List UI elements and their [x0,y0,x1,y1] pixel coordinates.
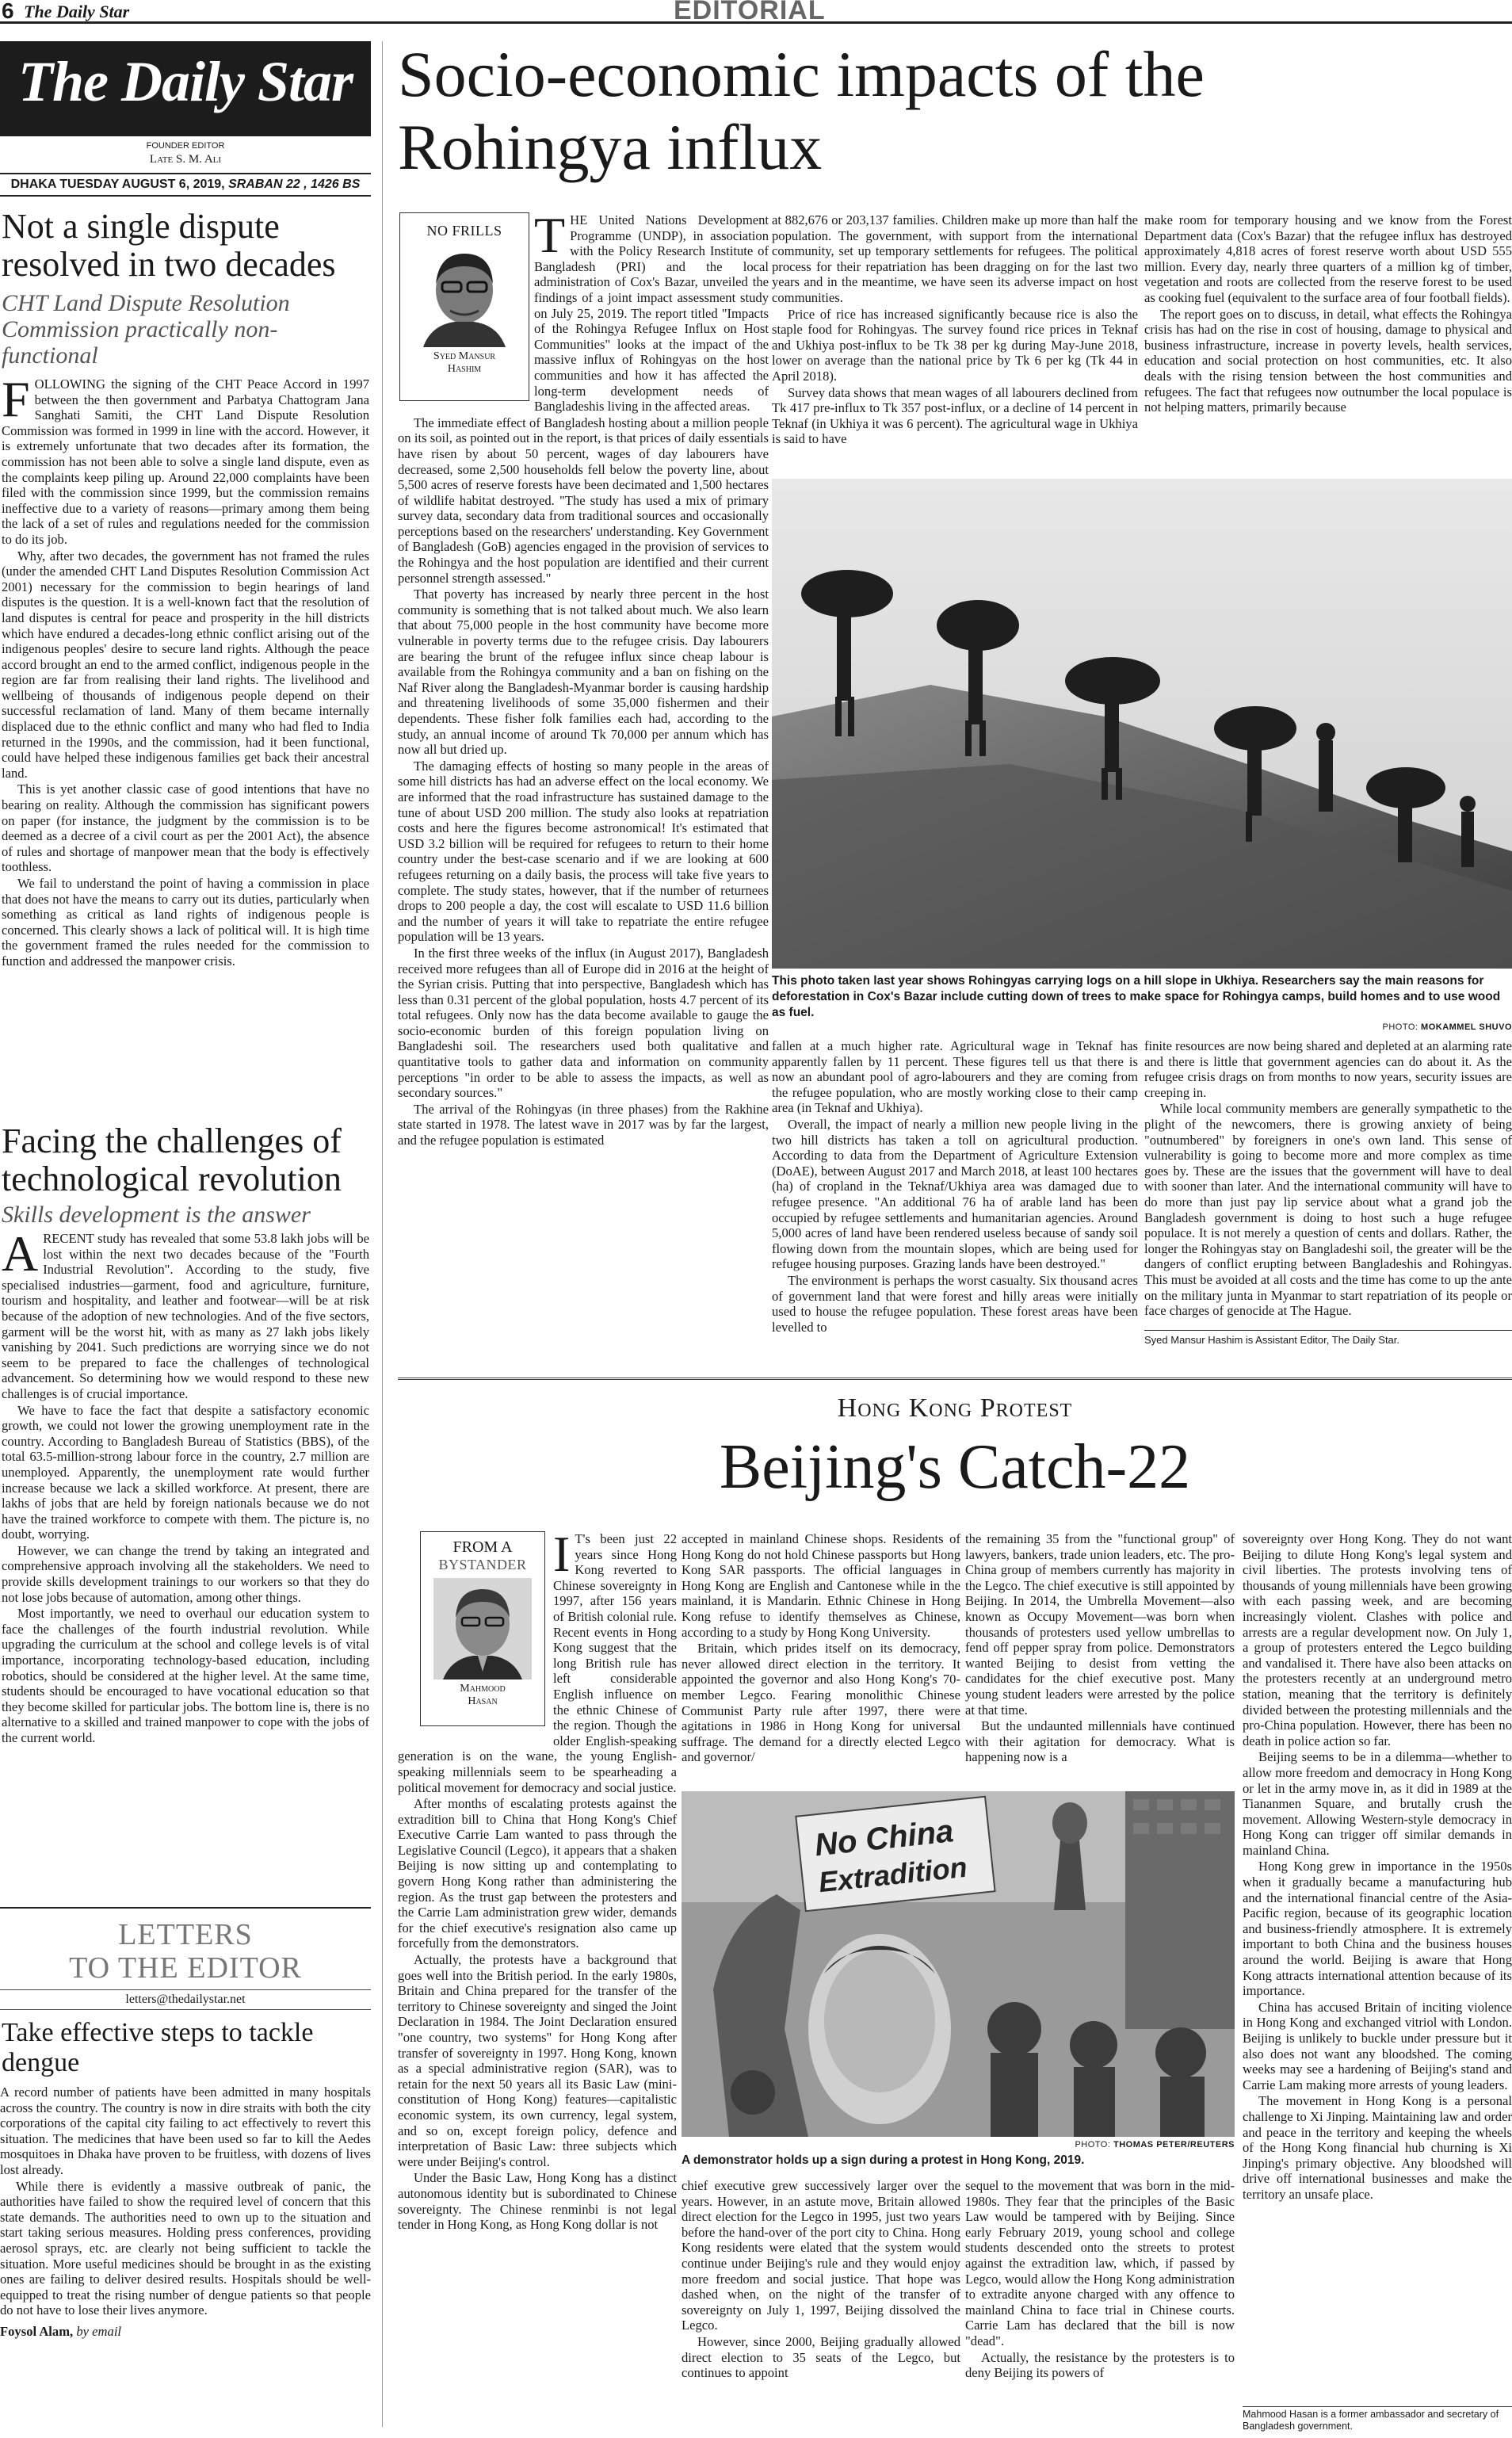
article-2-paragraph: Britain, which prides itself on its democracy, never allowed direct election in the territory. It appointed the governor and also Hong Kong's 70-member Legco. Fearing monolithic Chinese Communist Party rule after 1997, there were agitations in 1986 in Hong Kong for universal suffrage. The demand for a directly elected Legco and governor/ [682,1641,960,1765]
article-2-paragraph: Actually, the resistance by the protesters is to deny Beijing its powers of [965,2349,1235,2381]
editorial-1-dropcap: F [2,371,30,427]
article-2-col-2 [682,1531,960,1766]
letter-signature-via: by email [76,2323,122,2339]
editorial-2-title: Facing the challenges of technological revolution [2,1122,342,1198]
article-2-paragraph: T's been just 22 years since Hong Kong reverted to Chinese sovereignty in 1997, after 156 years of British colonial rule. Recent events in Hong Kong suggest that the long British rule has left considerable English influence on the ethnic Chinese of the region. Though the older English-speaking generation is on the wane, the young English-speaking millennials seem to be spearheading a political movement for democracy and social justice. [398,1531,677,1795]
article-2-paragraph: After months of escalating protests against the extradition bill to China that Hong Kong's Chief Executive Carrie Lam wanted to pass through the Legislative Council (Legco), it appears that a shaken Beijing is now sitting up and contemplating to govern Hong Kong rather than administering the region. As the trust gap between the protesters and the Carrie Lam administration grew wider, demands for the chief executive's resignation also came up forcefully from the demonstrators. [398,1796,677,1951]
editorial-2-paragraph: We have to face the fact that despite a satisfactory economic growth, we could not lower the growing unemployment rate in the country. According to Bangladesh Bureau of Statistics (BBS), of the total 63.5-million-strong labour force in the country, 2.7 million are unemployed. Apparently, the unemployment rate would further increase because we lack a skilled workforce. At present, there are lakhs of jobs that are held by foreign nationals because we do not have the trained workforce to compete with them. The picture is, no doubt, worrying. [2,1402,369,1542]
letter-paragraph: A record number of patients have been admitted in many hospitals across the country. The country is now in dire straits with both the city corporations of the capital city failing to act effectively to revert this situation. The medicines that have been used so far to kill the Aedes mosquitoes in Dhaka have proven to be fruitless, with dozens of lives lost already. [0,2085,371,2177]
article-2-paragraph: sovereignty over Hong Kong. They do not want Beijing to dilute Hong Kong's legal system and civil liberties. The protests involving tens of thousands of young millennials have been growing with each passing week, and are becoming increasingly violent. Clashes with police and arrests are a regular development now. On July 1, a group of protesters entered the Legco building and vandalised it. There have also been attacks on the protesters recently at an underground metro station, meaning that the territory is definitely divided between the protesting millennials and the pro-China population. However, there has been no death in police action so far. [1243,1531,1512,1748]
author-box-spacer [398,212,534,411]
article-2-paragraph: Beijing seems to be in a dilemma—whether to allow more freedom and democracy in Hong Kong or let in the army move in, as it did in 1989 at the Tiananmen Square, and brutally crush the movement. Allowing Western-style democracy in Hong Kong can trigger off similar demands in mainland China. [1243,1749,1512,1858]
editorial-2-paragraph: RECENT study has revealed that some 53.8 lakh jobs will be lost within the next two decades because of the "Fourth Industrial Revolution". According to the study, five specialised industries—garment, food and agriculture, furniture, tourism and hospitality, and leather and footwear—will be at risk because of the adoption of new technologies. And of the five sectors, garment will be the worst hit, with as many as 27 lakh jobs likely vanishing by 2041. Such predictions are worrying since we do not seem to be prepared to face the challenges of technological advancement. So determining how we would respond to these new challenges is of crucial importance. [2,1231,369,1401]
article-2-paragraph: The movement in Hong Kong is a personal challenge to Xi Jinping. Maintaining law and order and peace in the territory and keeping the wheels of the Hong Kong financial hub churning is Xi Jinping's primary objective. Any bloodshed will drive off international businesses and make the territory an unsafe place. [1243,2093,1512,2202]
column-divider [382,41,383,2427]
editorial-1-body [2,371,369,969]
article-1-paragraph: make room for temporary housing and we know from the Forest Department data (Cox's Bazar) that the refugee influx has destroyed approximately 4,818 acres of forest reserve worth about USD 555 million. Every day, nearly three quarters of a million kg of timber, vegetation and roots are collected from the reserve forest to be used as cooking fuel (equivalent to the surface area of four football fields). [1144,212,1512,305]
page-number: 6 [2,0,14,23]
article-1-col-1 [398,207,769,1149]
article-2-author-name-1: Mahmood [460,1683,506,1695]
article-2-column-label-1: FROM A [452,1538,513,1556]
editorial-1-paragraph: We fail to understand the point of having a commission in place that does not have the means to carry out its duties, particularly when something as critical as land rights of indigenous people is concerned. This clearly shows a lack of political will. It is high time the government framed the rules needed for the commission to function and addressed the manpower crisis. [2,876,369,969]
article-2-paragraph: chief executive grew successively larger over the years. However, in an astute move, Britain allowed direct election for the Legco in 1995, just two years before the hand-over of the port city to China. Hong Kong residents were elated that the system would continue under Beijing's rule and they would enjoy more freedom and social justice. That hope was dashed when, on the night of the transfer of sovereignty on July 1, 1997, Beijing dissolved the Legco. [682,2178,960,2333]
article-2-paragraph: Actually, the protests have a background that goes well into the British period. In the early 1980s, Britain and China prepared for the transfer of the territory to Chinese sovereignty and singed the Joint Declaration in 1984. The Joint Declaration ensured "one country, two systems" for Hong Kong after transfer of sovereignty in 1997. Hong Kong, known as a special administrative region (SAR), was to retain for the next 50 years all its Basic Law (mini-constitution of Hong Kong) features—capitalistic economic system, its own currency, legal system, and so on, except foreign policy, defence and interpretation of Basic Law: three subjects which were under Beijing's control. [398,1952,677,2169]
article-1-paragraph: The immediate effect of Bangladesh hosting about a million people on its soil, as pointed out in the report, is that prices of daily essentials have risen by about 50 percent, wages of day labourers have decreased, some 2,500 households fell below the poverty line, about 5,500 acres of reserve forests have been decimated and 1,500 hectares of wildlife habitat destroyed. "The study has used a mix of primary survey data, secondary data from traditional sources and occasionally perceptions based on the researchers' understanding. Key Government of Bangladesh (GoB) agencies engaged in the provision of services to the Rohingya and the host population are identified and their current personnel strength assessed." [398,415,769,586]
article-1-col-2 [772,212,1138,448]
article-1-author-name-2: Hashim [447,363,482,375]
letter-signature [0,2323,371,2341]
article-1-paragraph: The arrival of the Rohingyas (in three phases) from the Rakhine state started in 1978. The latest wave in 2017 was by far the largest, and the refugee population is estimated [398,1101,769,1148]
article-1-col-2b [772,1038,1138,1336]
article-2-kicker: Hong Kong Protest [837,1393,1073,1423]
founder-label: FOUNDER EDITOR [146,141,225,151]
article-1-paragraph: The damaging effects of hosting so many people in the areas of some hill districts has had an adverse effect on the local economy. We are informed that the road infrastructure has sustained damage to the tune of about USD 200 million. The study also looks at repatriation costs and here the figures become astronomical! It's estimated that USD 3.2 billion will be required for refugees to return to their home country under the best-case scenario and if we are looking at 600 refugees returning on a daily basis, the process will take five years to complete. The study states, however, that if the number of returnees drops to 200 people a day, the cost will escalate to USD 11.6 billion and the number of years it will take to repatriate the entire refugee population will be 13 years. [398,758,769,945]
article-1-author-name-1: Syed Mansur [433,350,496,362]
hong-kong-credit-label: PHOTO: [1075,2140,1111,2149]
article-2-paragraph: Hong Kong grew in importance in the 1950s when it gradually became a manufacturing hub and the international financial centre of the Asia-Pacific region, because of its geographic location and business-friendly atmosphere. It is extremely important to both China and the business houses around the world. Beijing is aware that Hong Kong attracts international attention because of its importance. [1243,1859,1512,1999]
article-2-col-3b [965,2178,1235,2382]
letter-title: Take effective steps to tackle dengue [2,2018,314,2077]
article-2-separator [398,1378,1512,1380]
editorial-1 [2,208,369,970]
editorial-1-title: Not a single dispute resolved in two decades [2,207,336,284]
article-1-column-label: NO FRILLS [426,223,502,239]
article-1-paragraph: Price of rice has increased significantly because rice is also the staple food for Rohingyas. The survey found rice prices in Teknaf and Ukhiya post-influx to be Tk 38 per kg during May-June 2018, lower on average than the national price by Tk 6 per kg (Tk 44 in April 2018). [772,306,1138,384]
article-1-paragraph: Survey data shows that mean wages of all labourers declined from Tk 417 pre-influx to Tk 357 post-influx, or a decline of 14 percent in Teknaf (in Ukhiya it was 6 percent). The agricultural wage in Ukhiya is said to have [772,384,1138,447]
letters-email[interactable]: letters@thedailystar.net [0,1989,371,2010]
article-1-paragraph: In the first three weeks of the influx (in August 2017), Bangladesh received more refugees than all of Europe did in 2016 at the height of the Syrian crisis. Putting that into perspective, Bangladesh which has less than 0.31 percent of the global population, hosts 4.7 percent of its total refugees. Only now has the data become available to gauge the socio-economic burden of this foreign population living on Bangladeshi soil. The researchers used both qualitative and quantitative tools to gather data and information on community perceptions "in order to be able to assess the impacts, as well as secondary sources." [398,945,769,1101]
hong-kong-protest-photo [682,1791,1235,2137]
editorial-2-subtitle: Skills development is the answer [2,1202,311,1228]
article-1-title-line-1: Socio-economic impacts of the [398,38,1205,110]
editorial-1-paragraph: Why, after two decades, the government has not framed the rules (under the amended CHT Land Disputes Resolution Commission Act 2001) necessary for the commission to begin hearings of land disputes is the question. It is a well-known fact that the resolution of land disputes is central for peace and prosperity in the hill districts which have endured a decades-long ethnic conflict arising out of the indigenous peoples' desire to secure land rights. Although the peace accord brought an end to the armed conflict, indigenous people in the region are far from realising their land rights. The livelihood and wellbeing of thousands of indigenous people depend on their successful reclamation of land. Many of them became internally displaced due to the ethnic conflict and many who had fled to India returned in the 1990s, and the commission, had it been functional, could have helped these indigenous families get back their ancestral land. [2,548,369,781]
letters-heading-1: LETTERS [118,1918,253,1951]
article-2-paragraph: accepted in mainland Chinese shops. Residents of Hong Kong do not hold Chinese passports but Hong Kong SAR passports. The official languages in Hong Kong are English and Cantonese while in the mainland, it is Mandarin. Ethnic Chinese in Hong Kong refuse to identify themselves as Chinese, according to a study by Hong Kong University. [682,1531,960,1640]
article-1-paragraph: The environment is perhaps the worst casualty. Six thousand acres of government land that were forest and hilly areas were initially used to house the refugee population. These forest areas have been levelled to [772,1272,1138,1335]
dateline [0,173,371,197]
article-2-col-2b [682,2178,960,2382]
article-1-dropcap: T [534,207,566,263]
hong-kong-photo-credit [682,2140,1235,2149]
article-2-dropcap: I [553,1526,571,1582]
masthead-block [0,41,371,136]
rohingya-credit-name: MOKAMMEL SHUVO [1421,1022,1512,1032]
editorial-2-body [2,1225,369,1746]
letter-paragraph: While there is evidently a massive outbreak of panic, the authorities have failed to show the required level of concern that this state demands. The authorities need to own up to the situation and start taking serious measures. Holding press conferences, providing aerosol sprays, etc. are clearly not being sufficient to tackle the situation. More useful medicines should be brought in as the existing ones are failing to deliver desired results. Hospitals should be well-equipped to treat the rising number of dengue patients so that people do not have to lose their lives anymore. [0,2178,371,2318]
author-box-spacer-2 [398,1531,553,1734]
article-1-col-3 [1144,212,1512,416]
article-2-author-name-2: Hasan [468,1695,498,1707]
dateline-english: DHAKA TUESDAY AUGUST 6, 2019, [10,178,225,191]
article-1-paragraph: While local community members are generally sympathetic to the plight of the newcomers, there is growing anxiety of being "outnumbered" by foreigners in one's own land. This sense of vulnerability is going to become more and more complex as time goes by. These are the issues that the government will have to deal with sooner than later. And the international community will have to do more than just pay lip service about what a grand job the Bangladesh government is doing to host such a huge refugee populace. It is not merely a question of cents and dollars. Rather, the longer the Rohingyas stay on Bangladeshi soil, the greater will be the dangers of conflict erupting between Bangladeshis and Rohingyas. This must be avoided at all costs and the time has come to up the ante on the military junta in Myanmar to start repatriation of its people or face charges of genocide at The Hague. [1144,1101,1512,1319]
editorial-2-dropcap: A [2,1225,39,1282]
article-1-paragraph: at 882,676 or 203,137 families. Children make up more than half the population. The government, with support from the international community, set up temporary settlements for refugees. The political process for their repatriation has been dragging on for the last two years and in the meantime, we have seen its adverse impact on host communities. [772,212,1138,305]
rohingya-photo-caption: This photo taken last year shows Rohingyas carrying logs on a hill slope in Ukhiya. Researchers say the main reasons for deforestation in Cox's Bazar include cutting down of trees to make space for Rohingya camps, build homes and to use wood as fuel. [772,974,1501,1019]
section-label: EDITORIAL [674,0,826,25]
article-1-title-line-2: Rohingya influx [398,111,823,183]
dateline-bangla: SRABAN 22 , 1426 BS [228,178,361,191]
article-1-paragraph: That poverty has increased by nearly three percent in the host community is something that is not talked about much. We also learn that about 75,000 people in the host community have become more vulnerable in poverty terms due to the refugee crisis. Day labourers are bearing the brunt of the refugee influx since cheap labour is available from the Rohingya community and a ban on fishing on the Naf River along the Bangladesh-Myanmar border is causing hardship and threatening livelihoods of some 35,000 fishermen and their dependents. These fisher folk families each had, according to the study, an annual income of around Tk 70,000 per annum which has now all but dried up. [398,587,769,758]
article-2-paragraph: However, since 2000, Beijing gradually allowed direct election to 35 seats of the Legco, but continues to appoint [682,2333,960,2381]
editorial-1-paragraph: This is yet another classic case of good intentions that have no bearing on reality. Although the commission has significant powers on paper (for instance, the judgment by the commission is to be deemed as a decree of a civil court as per the 2001 Act), the absence of rules and shortage of manpower mean that the body is effectively toothless. [2,781,369,875]
hong-kong-photo-caption: A demonstrator holds up a sign during a protest in Hong Kong, 2019. [682,2153,1085,2167]
article-2-title: Beijing's Catch-22 [719,1432,1191,1502]
article-2-paragraph: Under the Basic Law, Hong Kong has a distinct autonomous identity but is subordinated to Chinese sovereignty. The Chinese renminbi is not legal tender in Hong Kong, as Hong Kong dollar is not [398,2170,677,2233]
article-1-paragraph: fallen at a much higher rate. Agricultural wage in Teknaf has apparently fallen by 11 percent. These figures tell us that there is now an abundant pool of agro-labourers and they are coming from the refugee population, who are mostly working close to their camp area (in Teknaf and Ukhiya). [772,1038,1138,1116]
masthead-small: The Daily Star [24,2,130,21]
article-2-paragraph: the remaining 35 from the "functional group" of lawyers, bankers, trade union leaders, etc. The pro-China group of members currently has majority in the Legco. The chief executive is still appointed by Beijing. In 2014, the Umbrella Movement—also known as Occupy Movement—was born when thousands of protesters used yellow umbrellas to fend off pepper spray from police. Demonstrators wanted Beijing to desist from vetting the candidates for the chief executive post. Many young student leaders were arrested by the police at that time. [965,1531,1235,1718]
letters-section [0,1907,371,2341]
article-1-paragraph: The report goes on to discuss, in detail, what effects the Rohingya crisis has had on the rise in cost of housing, damage to physical and business infrastructure, increase in poverty levels, health services, education and social protection on host communities, etc. It also deals with the rising tension between the host communities and refugees. The fact that refugees now outnumber the local populace is not helping matters, primarily because [1144,306,1512,415]
article-2-paragraph: sequel to the movement that was born in the mid-1980s. They fear that the principles of the Basic Law would be tampered with by Beijing. Since early February 2019, young school and college students descended onto the streets to protest against the extradition law, which, if passed by Legco, would allow the Hong Kong administration to extradite anyone charged with any offence to mainland China to face trial in Chinese courts. Carrie Lam has declared that the bill is now "dead". [965,2178,1235,2348]
rohingya-photo [772,479,1512,969]
editorial-1-paragraph: OLLOWING the signing of the CHT Peace Accord in 1997 between the then government and Parbatya Chattogram Jana Sanghati Samiti, the CHT Land Dispute Resolution Commission was formed in 1999 in line with the accord. However, it is extremely unfortunate that two decades after its formation, the commission has not been able to solve a single land dispute, even as the complaints keep piling up. Around 22,000 complaints have been filed with the commission since 1999, but the commission remains ineffective due to a variety of reasons—primary among them being the lack of a set of rules and regulations needed for the commission to do its job. [2,376,369,547]
protest-sign-line-2: Extradition [817,1850,969,1899]
founder-name: Late S. M. Ali [149,153,222,166]
article-1-paragraph: HE United Nations Development Programme (UNDP), in association with the Policy Research Institute of Bangladesh (PRI) and the local administration of Cox's Bazar, unveiled the findings of a joint impact assessment study on July 25, 2019. The report titled "Impacts of the Rohingya Refugee Influx on Host Communities" looks at the impact of the massive influx of Rohingyas on the host communities and how it has affected the long-term development needs of Bangladeshis living in the affected areas. [534,212,769,415]
rohingya-photo-credit [772,1022,1512,1032]
protest-sign-line-1: No China [812,1813,956,1863]
article-2-paragraph: But the undaunted millennials have continued with their agitation for democracy. What is happening now is a [965,1718,1235,1765]
editorial-2-paragraph: However, we can change the trend by taking an integrated and comprehensive approach involving all the stakeholders. We need to provide skills development trainings to our workers so that they do not lose jobs because of automation, among other things. [2,1542,369,1605]
article-1-col-3b [1144,1038,1512,1346]
rohingya-credit-label: PHOTO: [1382,1022,1418,1032]
article-2-col-1 [398,1526,677,2234]
hong-kong-credit-name: THOMAS PETER/REUTERS [1113,2140,1235,2149]
article-1-author-note: Syed Mansur Hashim is Assistant Editor, The Daily Star. [1144,1330,1512,1346]
article-2-col-4 [1243,1531,1512,2203]
editorial-2-paragraph: Most importantly, we need to overhaul our education system to face the challenges of the fourth industrial revolution. While upgrading the curriculum at the school and college levels is of vital importance, incorporating technology-based education, including robotics, should be considered at the higher level. At the same time, students should be encouraged to have vocational education so that they become skilled for particular jobs. The bottom line is, there is no alternative to a skilled and trained manpower to cope with the jobs of the current world. [2,1606,369,1745]
masthead-name: The Daily Star [17,50,353,113]
article-1-paragraph: finite resources are now being shared and depleted at an alarming rate and there is little that government agencies can do about it. As the refugee crisis drags on from months to now years, security issues are creeping in. [1144,1038,1512,1100]
article-2-paragraph: China has accused Britain of inciting violence in Hong Kong and exchanged vitriol with London. Beijing is unlikely to buckle under pressure but it also does not want any bloodshed. The coming weeks may see a hardening of Beijing's stand and Carrie Lam making more arrests of young leaders. [1243,1999,1512,2092]
letters-heading-2: TO THE EDITOR [69,1951,302,1985]
article-2-column-label-2: BYSTANDER [438,1557,527,1572]
editorial-1-subtitle: CHT Land Dispute Resolution Commission practically non-functional [2,290,290,369]
article-1-paragraph: Overall, the impact of nearly a million new people living in the two hill districts has taken a toll on agricultural production. According to data from the Department of Agriculture Extension (DoAE), between August 2017 and March 2018, at least 100 hectares (ha) of cropland in the Teknaf/Ukhiya area was damaged due to refugee presence. "An additional 76 ha of arable land has been occupied by refugee settlements and humanitarian agencies. Around 5,000 acres of land have been rendered useless because of sandy soil flowing down from the mountain slopes, which are being used for refugee housing purposes. Grazing lands have been destroyed." [772,1116,1138,1272]
page-header [0,0,1512,24]
editorial-2 [2,1122,369,1747]
article-2-author-note: Mahmood Hasan is a former ambassador and secretary of Bangladesh government. [1243,2406,1512,2432]
article-2-col-3 [965,1531,1235,1766]
letter-signature-name: Foysol Alam, [0,2323,74,2339]
